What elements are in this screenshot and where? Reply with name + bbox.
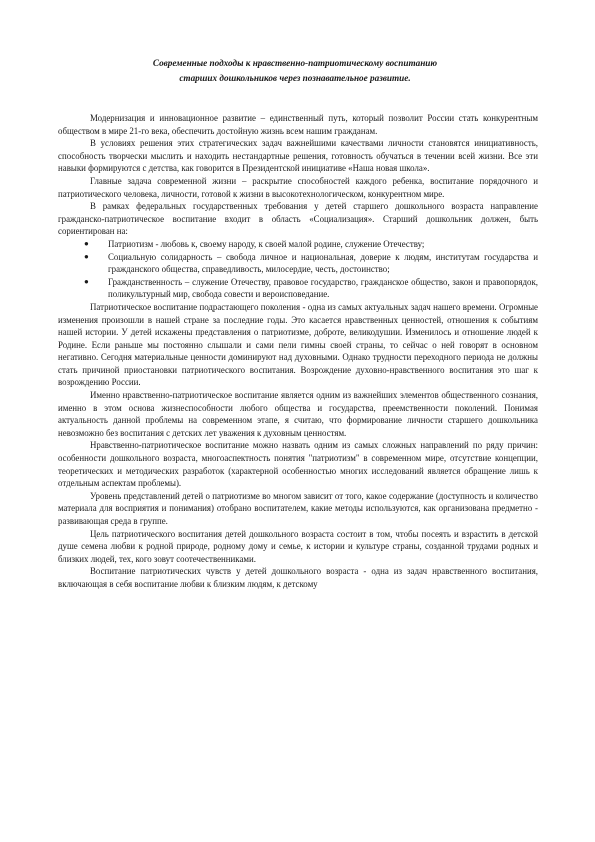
bullet-icon: ● <box>84 276 89 286</box>
list-item <box>84 238 538 251</box>
list-item <box>84 276 538 301</box>
paragraph-level-of-ideas: Уровень представлений детей о патриотизме во многом зависит от того, какое содержание (доступность и количество материала для восприятия и понимания) отобрано воспитателем, какие методы используются, как организована предметно - развивающая среда в группе. <box>58 490 538 526</box>
paragraph-modernization: Модернизация и инновационное развитие – единственный путь, который позволит России стать конкурентным обществом в мире 21-го века, обеспечить достойную жизнь всем нашим гражданам. <box>58 113 538 136</box>
paragraph-strategic-tasks: В условиях решения этих стратегических задач важнейшими качествами личности становятся инициативность, способность творчески мыслить и находить нестандартные решения, готовность обучаться в течении всей жизни. Все эти навыки формируются с детства, как говорится в Президентской инициативе «Наша новая школа». <box>58 138 538 174</box>
paragraph-patriotic-feelings: Воспитание патриотических чувств у детей дошкольного возраста - одна из задач нравственного воспитания, включающая в себя воспитание любви к близким людям, к детскому <box>58 566 538 589</box>
list-item <box>84 251 538 276</box>
paragraph-patriotic-education: Патриотическое воспитание подрастающего поколения - одна из самых актуальных задач нашего времени. Огромные изменения произошли в нашей стране за последние годы. Это касается нравственных ценностей, отношения к событиям нашей истории. У детей искажены представления о патриотизме, доброте, великодушии. Изменилось и отношение людей к Родине. Если раньше мы постоянно слышали и сами пели гимны своей страны, то сейчас о ней говорят в основном негативно. Сегодня материальные ценности доминируют над духовными. Однако трудности переходного периода не должны стать причиной приостановки патриотического воспитания. Возрождение духовно-нравственного воспитания это шаг к возрождению России. <box>58 301 538 388</box>
paragraph-goal: Цель патриотического воспитания детей дошкольного возраста состоит в том, чтобы посеять и взрастить в детской душе семена любви к родной природе, родному дому и семье, к истории и культуре страны, созданной трудами родных и близких людей, тех, кого зовут соотечественниками. <box>58 528 538 564</box>
bullet-icon: ● <box>84 251 89 261</box>
bullet-icon: ● <box>84 238 89 248</box>
paragraph-federal-requirements: В рамках федеральных государственных требования у детей старшего дошкольного возраста направление гражданско-патриотическое воспитание входит в область «Социализация». Старший дошкольник должен, быть сориентирован на: <box>58 201 538 237</box>
list-item-text: Патриотизм - любовь к, своему народу, к своей малой родине, служение Отечеству; <box>108 238 425 249</box>
paragraph-moral-patriotic: Именно нравственно-патриотическое воспитание является одним из важнейших элементов общественного сознания, именно в этом основа жизнеспособности любого общества и государства, преемственности поколений. Понимая актуальность данной проблемы на современном этапе, я считаю, что формирование личности старшего дошкольника невозможно без воспитания с детских лет уважения к духовным ценностям. <box>58 390 538 438</box>
list-item-text: Социальную солидарность – свобода личное и национальная, доверие к людям, институтам государства и гражданского общества, справедливость, милосердие, честь, достоинство; <box>108 251 538 275</box>
title-line-1: Современные подходы к нравственно-патриотическому воспитанию <box>152 58 438 68</box>
document-body <box>58 112 538 591</box>
paragraph-main-tasks: Главные задача современной жизни – раскрытие способностей каждого ребенка, воспитание порядочного и патриотического человека, личности, готовой к жизни в высокотехнологическом, конкурентном мире. <box>58 175 538 199</box>
paragraph-complex-direction: Нравственно-патриотическое воспитание можно назвать одним из самых сложных направлений по ряду причин: особенности дошкольного возраста, многоаспектность понятия "патриотизм" в современном мире, отсутствие концепции, теоретических и методических разработок (характерной особенностью многих исследований является обращение лишь к отдельным аспектам проблемы). <box>58 440 538 489</box>
list-item-text: Гражданственность – служение Отечеству, правовое государство, гражданское общество, закон и правопорядок, поликультурный мир, свобода совести и вероисповедание. <box>108 276 538 300</box>
document-title <box>60 56 530 86</box>
title-line-2: старших дошкольников через познавательное развитие. <box>179 73 411 83</box>
values-list <box>58 238 538 301</box>
